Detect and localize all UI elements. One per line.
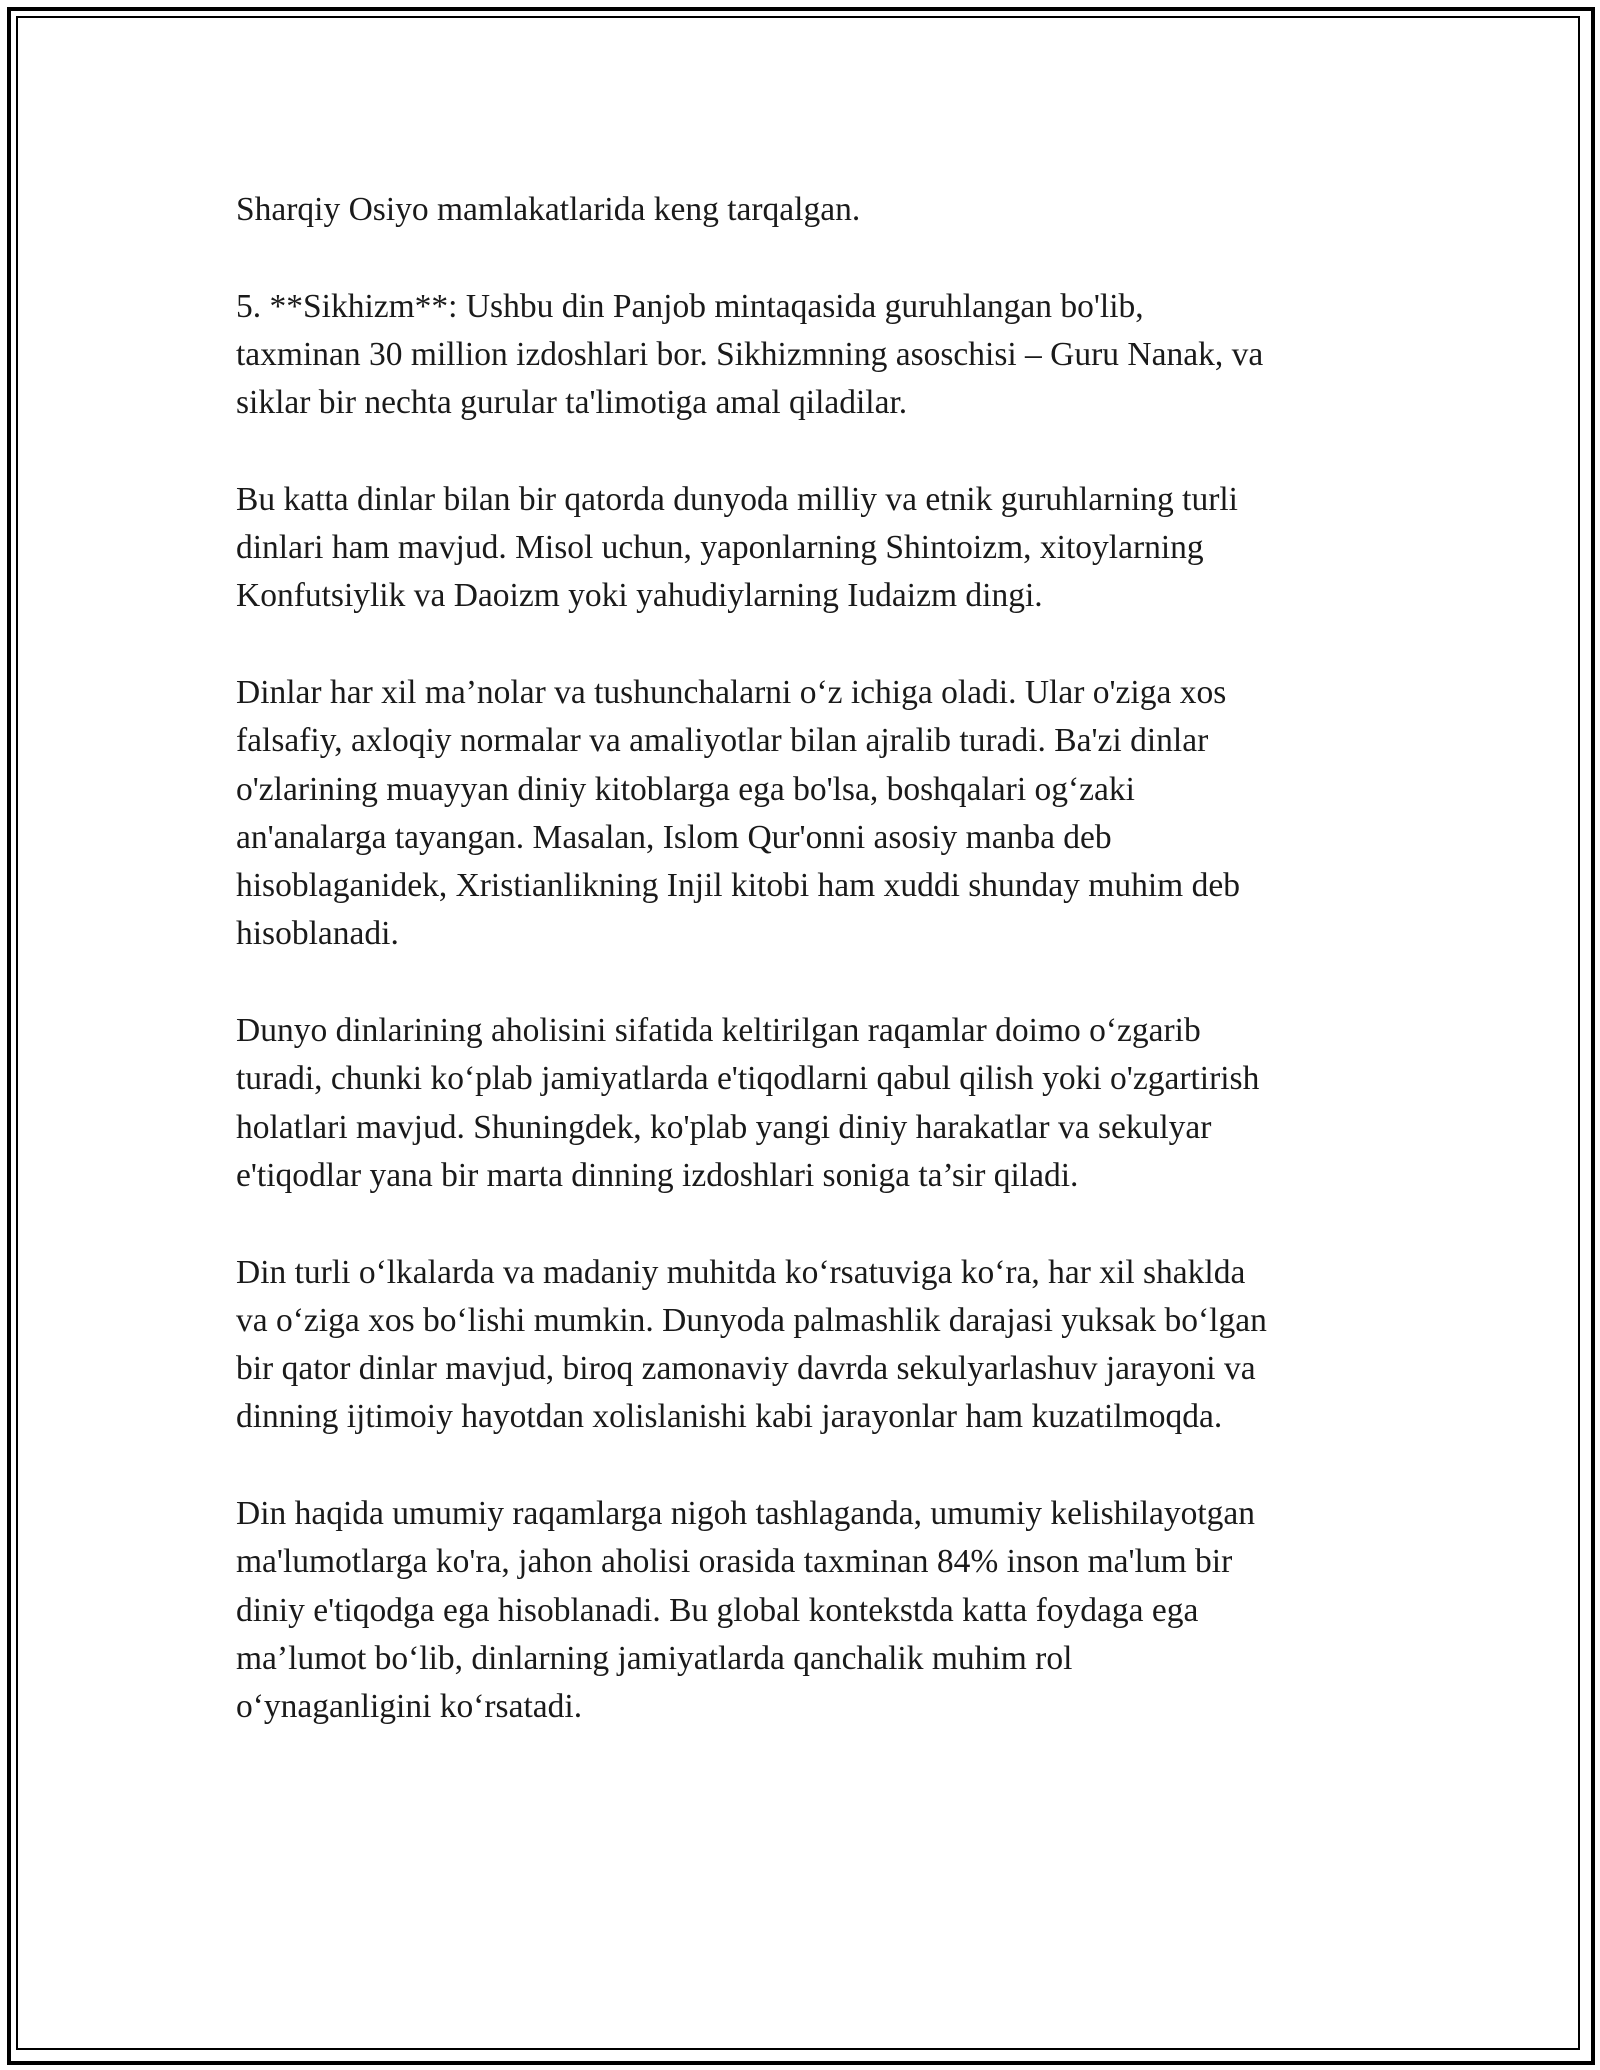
text-line: falsafiy, axloqiy normalar va amaliyotlar bilan ajralib turadi. Ba'zi dinlar [236, 722, 1209, 760]
text-line: Sharqiy Osiyo mamlakatlarida keng tarqalgan. [236, 191, 861, 228]
text-line: oʻynaganligini koʻrsatadi. [236, 1688, 583, 1726]
text-line: Din haqida umumiy raqamlarga nigoh tashlaganda, umumiy kelishilayotgan [236, 1495, 1256, 1533]
text-line: ma'lumotlarga ko'ra, jahon aholisi orasida taxminan 84% inson ma'lum bir [236, 1543, 1233, 1581]
text-line: 5. **Sikhizm**: Ushbu din Panjob mintaqasida guruhlangan bo'lib, [236, 287, 1144, 325]
text-line: e'tiqodlar yana bir marta dinning izdoshlari soniga ta’sir qiladi. [236, 1156, 1079, 1194]
text-line: hisoblanadi. [236, 915, 399, 953]
text-line: ma’lumot boʻlib, dinlarning jamiyatlarda qanchalik muhim rol [236, 1639, 1073, 1677]
paragraph-1 [236, 186, 1386, 234]
text-line: bir qator dinlar mavjud, biroq zamonaviy davrda sekulyarlashuv jarayoni va [236, 1350, 1256, 1388]
paragraph-5 [236, 1007, 1386, 1200]
text-line: Din turli oʻlkalarda va madaniy muhitda koʻrsatuviga koʻra, har xil shakldа [236, 1253, 1246, 1291]
text-line: Konfutsiylik va Daoizm yoki yahudiylarning Iudaizm dingi. [236, 577, 1043, 615]
text-line: o'zlarining muayyan diniy kitoblarga ega bo'lsa, boshqalari ogʻzaki [236, 770, 1135, 808]
text-line: holatlari mavjud. Shuningdek, ko'plab yangi diniy harakatlar va sekulyar [236, 1108, 1212, 1146]
text-line: dinning ijtimoiy hayotdan xolislanishi kabi jarayonlar ham kuzatilmoqda. [236, 1398, 1223, 1436]
text-line: va oʻziga xos boʻlishi mumkin. Dunyoda palmashlik darajasi yuksak boʻlgan [236, 1301, 1267, 1339]
text-line: Dinlar har xil ma’nolar va tushunchalarni oʻz ichiga oladi. Ular o'ziga xos [236, 673, 1227, 711]
text-line: Dunyo dinlarining aholisini sifatida keltirilgan raqamlar doimo oʻzgarib [236, 1012, 1201, 1050]
text-line: siklar bir nechta gurular ta'limotiga amal qiladilar. [236, 384, 908, 422]
paragraph-2 [236, 283, 1386, 428]
text-line: hisoblaganidek, Xristianlikning Injil kitobi ham xuddi shunday muhim deb [236, 867, 1240, 905]
document-body [236, 186, 1386, 1780]
paragraph-4 [236, 669, 1386, 959]
text-line: dinlari ham mavjud. Misol uchun, yaponlarning Shintoizm, xitoylarning [236, 529, 1204, 567]
paragraph-6 [236, 1249, 1386, 1442]
paragraph-3 [236, 476, 1386, 621]
text-line: turadi, chunki koʻplab jamiyatlarda e'tiqodlarni qabul qilish yoki o'zgartirish [236, 1060, 1260, 1098]
paragraph-7 [236, 1490, 1386, 1731]
text-line: diniy e'tiqodga ega hisoblanadi. Bu global kontekstda katta foydaga ega [236, 1591, 1199, 1629]
text-line: taxminan 30 million izdoshlari bor. Sikhizmning asoschisi – Guru Nanak, va [236, 335, 1264, 373]
text-line: an'analarga tayangan. Masalan, Islom Qur'onni asosiy manba deb [236, 818, 1112, 856]
text-line: Bu katta dinlar bilan bir qatorda dunyoda milliy va etnik guruhlarning turli [236, 480, 1238, 518]
